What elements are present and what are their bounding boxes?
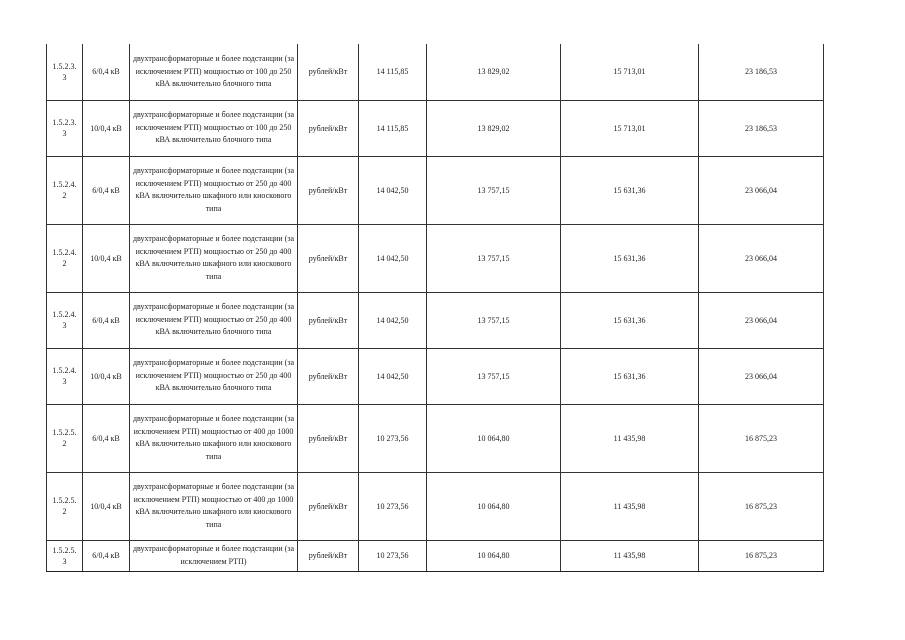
- table-row: [47, 224, 824, 292]
- voltage-cell: 6/0,4 кВ: [83, 156, 130, 224]
- voltage-cell: 6/0,4 кВ: [83, 44, 130, 100]
- value-cell-2: 13 829,02: [427, 44, 561, 100]
- value-cell-2: 13 757,15: [427, 224, 561, 292]
- value-cell-1: 14 115,85: [359, 44, 427, 100]
- value-cell-4: 23 186,53: [699, 44, 824, 100]
- value-cell-2: 13 757,15: [427, 348, 561, 404]
- value-cell-1: 14 115,85: [359, 100, 427, 156]
- table-row: [47, 44, 824, 100]
- value-cell-4: 23 066,04: [699, 224, 824, 292]
- unit-cell: рублей/кВт: [298, 540, 359, 571]
- unit-cell: рублей/кВт: [298, 100, 359, 156]
- item-code: 1.5.2.4. 2: [47, 224, 83, 292]
- description-cell: двухтрансформаторные и более подстанции (за исключением РТП) мощностью от 250 до 400 кВА включительно шкафного или киоскового типа: [130, 156, 298, 224]
- table-row: [47, 292, 824, 348]
- tariff-table: [46, 44, 824, 572]
- value-cell-2: 13 757,15: [427, 156, 561, 224]
- item-code: 1.5.2.3. 3: [47, 100, 83, 156]
- value-cell-4: 16 875,23: [699, 540, 824, 571]
- item-code: 1.5.2.4. 3: [47, 348, 83, 404]
- value-cell-1: 10 273,56: [359, 404, 427, 472]
- value-cell-1: 10 273,56: [359, 540, 427, 571]
- description-cell: двухтрансформаторные и более подстанции (за исключением РТП) мощностью от 400 до 1000 кВА включительно шкафного или киоскового типа: [130, 404, 298, 472]
- table-row: [47, 348, 824, 404]
- voltage-cell: 6/0,4 кВ: [83, 292, 130, 348]
- value-cell-3: 15 631,36: [561, 348, 699, 404]
- value-cell-2: 13 829,02: [427, 100, 561, 156]
- value-cell-1: 14 042,50: [359, 292, 427, 348]
- value-cell-2: 10 064,80: [427, 472, 561, 540]
- item-code: 1.5.2.4. 3: [47, 292, 83, 348]
- value-cell-3: 11 435,98: [561, 540, 699, 571]
- value-cell-3: 15 631,36: [561, 224, 699, 292]
- value-cell-3: 15 713,01: [561, 44, 699, 100]
- unit-cell: рублей/кВт: [298, 156, 359, 224]
- unit-cell: рублей/кВт: [298, 472, 359, 540]
- item-code: 1.5.2.5. 2: [47, 404, 83, 472]
- value-cell-4: 16 875,23: [699, 472, 824, 540]
- value-cell-1: 14 042,50: [359, 348, 427, 404]
- value-cell-1: 10 273,56: [359, 472, 427, 540]
- item-code: 1.5.2.5. 3: [47, 540, 83, 571]
- table-row: [47, 540, 824, 571]
- unit-cell: рублей/кВт: [298, 224, 359, 292]
- table-row: [47, 404, 824, 472]
- value-cell-3: 11 435,98: [561, 472, 699, 540]
- description-cell: двухтрансформаторные и более подстанции (за исключением РТП): [130, 540, 298, 571]
- value-cell-2: 10 064,80: [427, 540, 561, 571]
- item-code: 1.5.2.3. 3: [47, 44, 83, 100]
- item-code: 1.5.2.4. 2: [47, 156, 83, 224]
- voltage-cell: 10/0,4 кВ: [83, 224, 130, 292]
- table-row: [47, 100, 824, 156]
- voltage-cell: 10/0,4 кВ: [83, 100, 130, 156]
- item-code: 1.5.2.5. 2: [47, 472, 83, 540]
- description-cell: двухтрансформаторные и более подстанции (за исключением РТП) мощностью от 100 до 250 кВА включительно блочного типа: [130, 44, 298, 100]
- value-cell-4: 23 066,04: [699, 156, 824, 224]
- value-cell-4: 23 066,04: [699, 292, 824, 348]
- unit-cell: рублей/кВт: [298, 292, 359, 348]
- value-cell-4: 23 066,04: [699, 348, 824, 404]
- voltage-cell: 6/0,4 кВ: [83, 404, 130, 472]
- description-cell: двухтрансформаторные и более подстанции (за исключением РТП) мощностью от 100 до 250 кВА включительно блочного типа: [130, 100, 298, 156]
- value-cell-3: 15 713,01: [561, 100, 699, 156]
- value-cell-3: 15 631,36: [561, 156, 699, 224]
- unit-cell: рублей/кВт: [298, 348, 359, 404]
- voltage-cell: 10/0,4 кВ: [83, 472, 130, 540]
- value-cell-3: 15 631,36: [561, 292, 699, 348]
- table-row: [47, 472, 824, 540]
- description-cell: двухтрансформаторные и более подстанции (за исключением РТП) мощностью от 250 до 400 кВА включительно блочного типа: [130, 348, 298, 404]
- voltage-cell: 6/0,4 кВ: [83, 540, 130, 571]
- value-cell-2: 10 064,80: [427, 404, 561, 472]
- value-cell-1: 14 042,50: [359, 156, 427, 224]
- value-cell-4: 23 186,53: [699, 100, 824, 156]
- value-cell-3: 11 435,98: [561, 404, 699, 472]
- value-cell-4: 16 875,23: [699, 404, 824, 472]
- description-cell: двухтрансформаторные и более подстанции (за исключением РТП) мощностью от 250 до 400 кВА включительно блочного типа: [130, 292, 298, 348]
- value-cell-1: 14 042,50: [359, 224, 427, 292]
- table-row: [47, 156, 824, 224]
- description-cell: двухтрансформаторные и более подстанции (за исключением РТП) мощностью от 400 до 1000 кВА включительно шкафного или киоскового типа: [130, 472, 298, 540]
- voltage-cell: 10/0,4 кВ: [83, 348, 130, 404]
- unit-cell: рублей/кВт: [298, 404, 359, 472]
- value-cell-2: 13 757,15: [427, 292, 561, 348]
- description-cell: двухтрансформаторные и более подстанции (за исключением РТП) мощностью от 250 до 400 кВА включительно шкафного или киоскового типа: [130, 224, 298, 292]
- unit-cell: рублей/кВт: [298, 44, 359, 100]
